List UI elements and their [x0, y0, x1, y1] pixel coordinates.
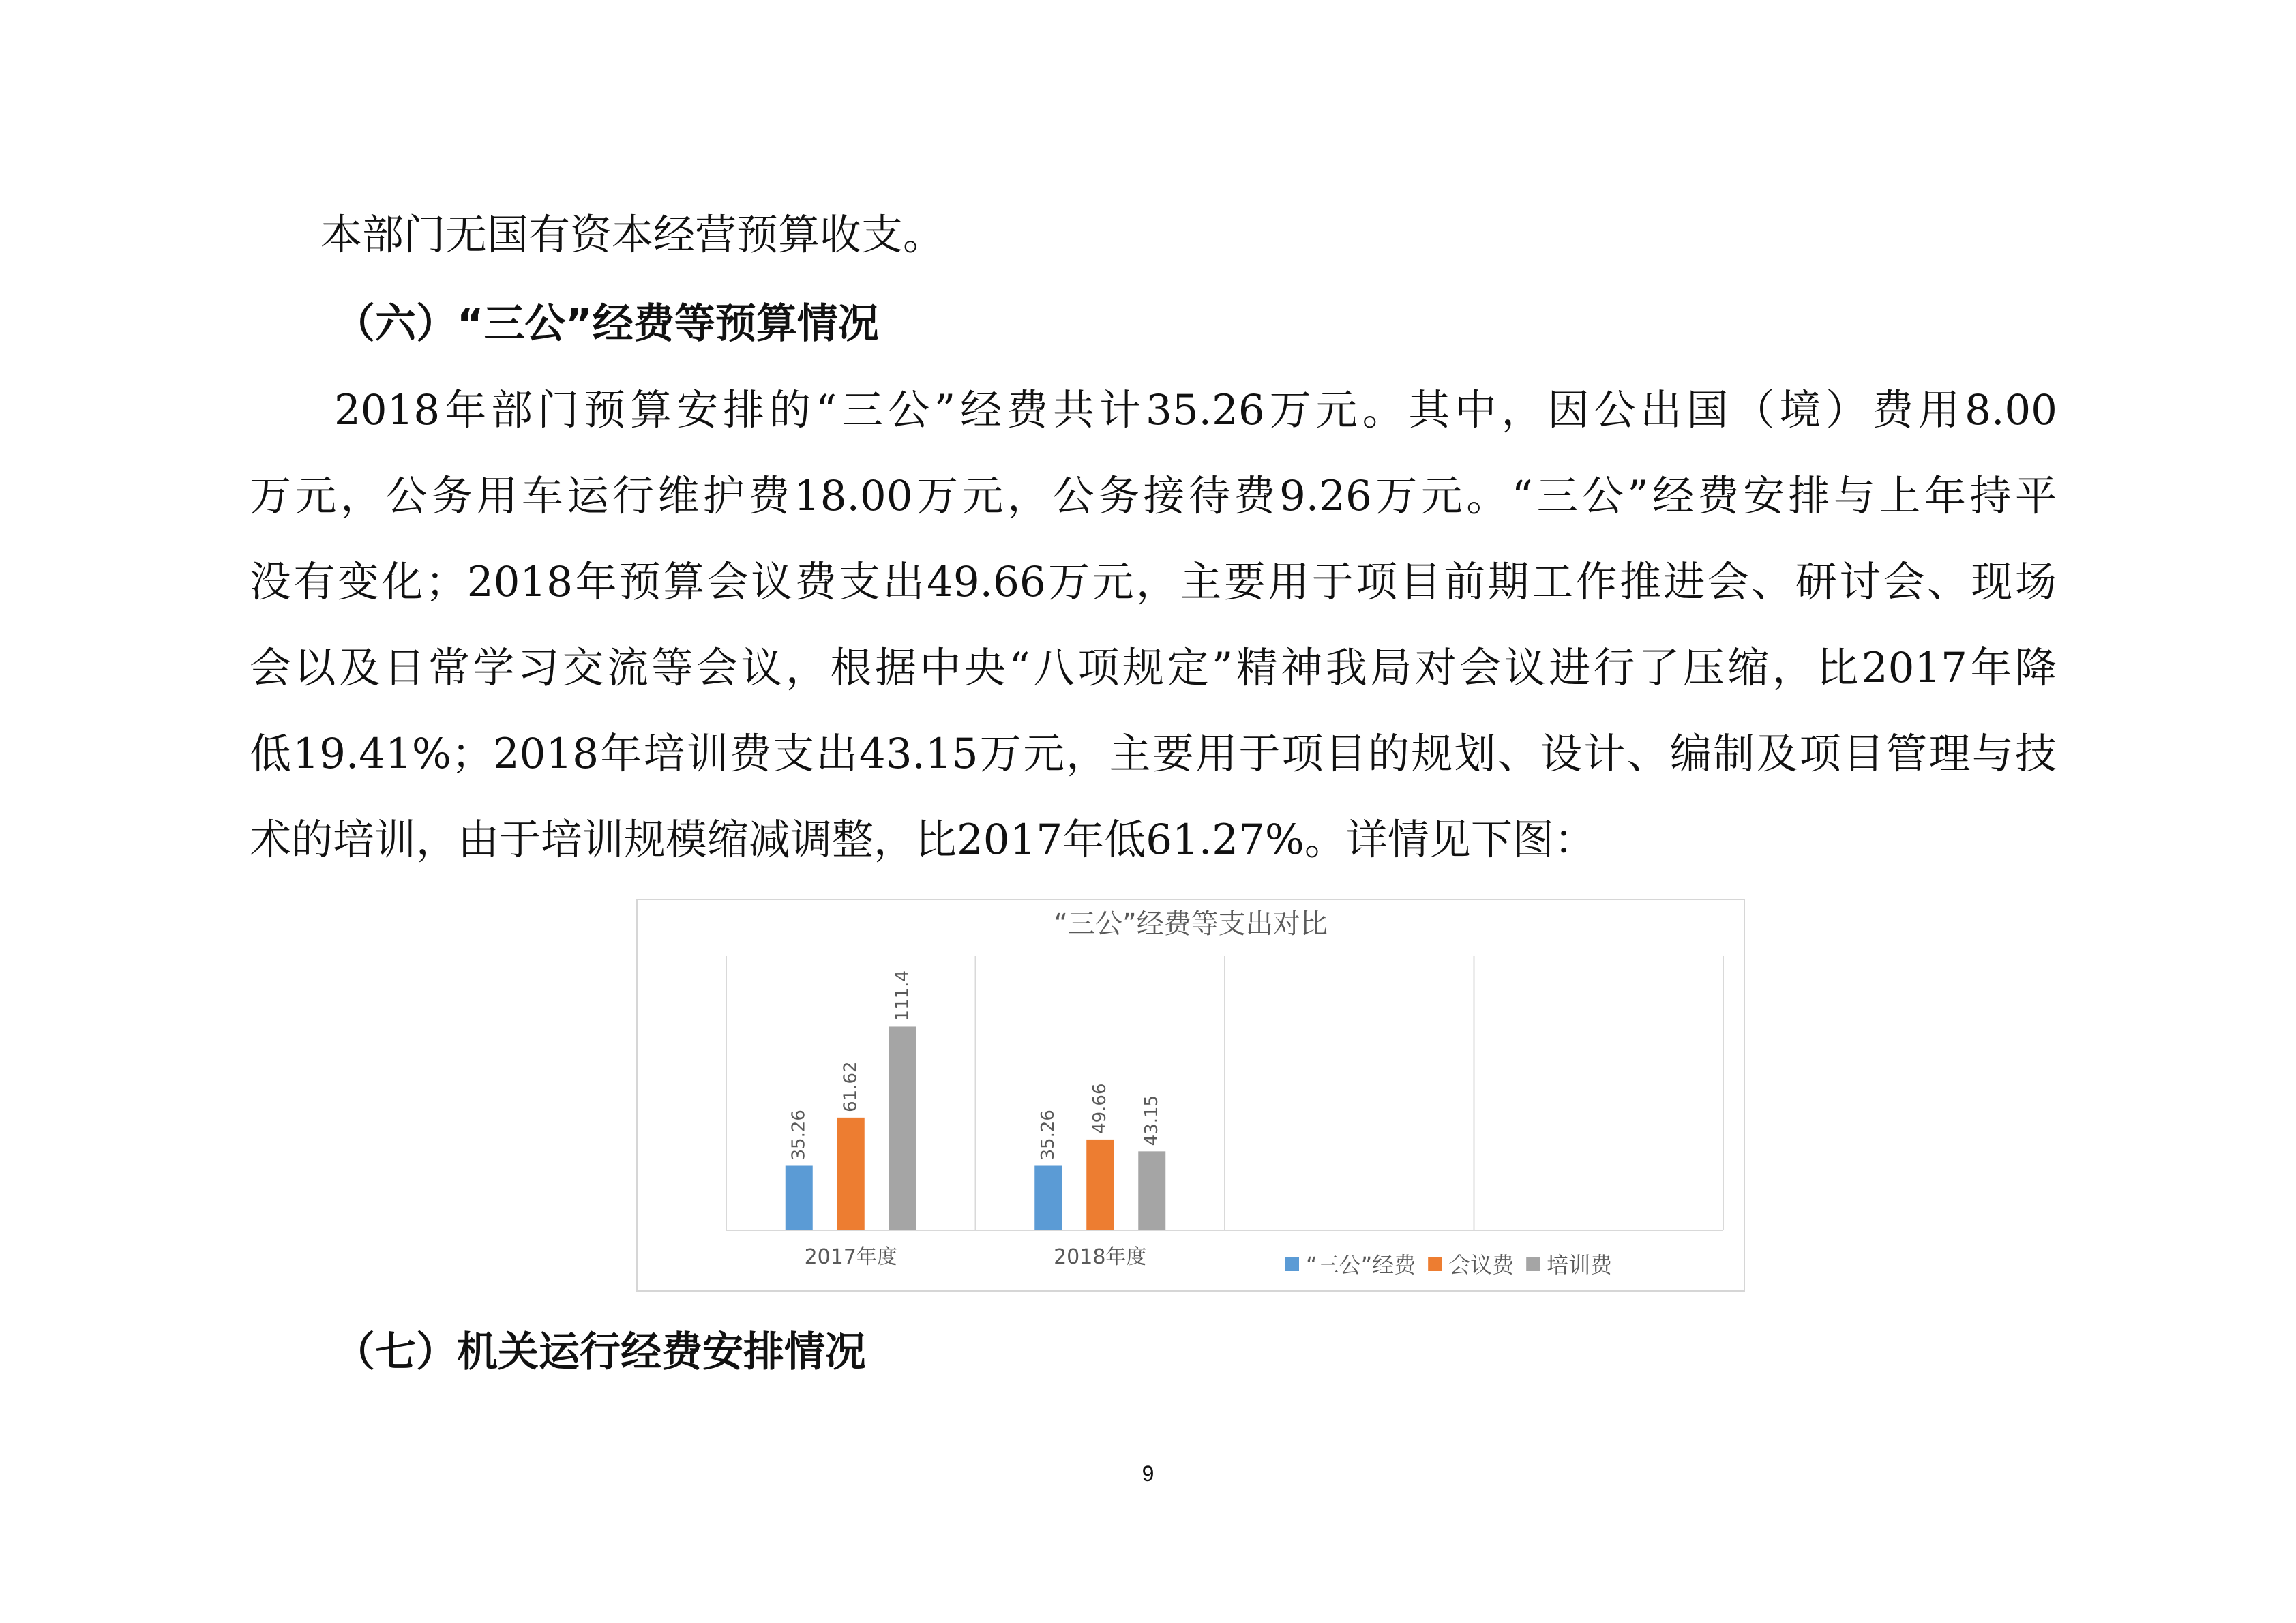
section-heading-six: （六）“三公”经费等预算情况 [334, 300, 879, 348]
data-label: 49.66 [1090, 1083, 1111, 1134]
data-label: 43.15 [1142, 1095, 1163, 1146]
bar-2-2 [1086, 1140, 1114, 1230]
data-label: 61.62 [840, 1061, 861, 1112]
bar-1-1 [786, 1166, 813, 1230]
chart-gridlines [726, 956, 1723, 1230]
chart-title: “三公”经费等支出对比 [1054, 908, 1328, 940]
x-tick-label: 2018年度 [1054, 1245, 1147, 1269]
section-heading-seven: （七）机关运行经费安排情况 [334, 1328, 866, 1376]
legend-swatch [1428, 1257, 1442, 1271]
legend-swatch [1526, 1257, 1540, 1271]
chart-legend [1285, 1252, 1613, 1278]
legend-swatch [1285, 1257, 1299, 1271]
paragraph-line-1: 2018年部门预算安排的“三公”经费共计35.26万元。其中，因公出国（境）费用8.00 [334, 386, 2057, 434]
legend-label: “三公”经费 [1306, 1252, 1416, 1278]
chart-canvas [638, 900, 1744, 1290]
data-label: 35.26 [1038, 1110, 1059, 1161]
data-label: 35.26 [788, 1110, 809, 1161]
bar-3-2 [1138, 1151, 1165, 1230]
legend-label: 培训费 [1547, 1252, 1613, 1278]
data-label: 111.4 [892, 970, 913, 1022]
paragraph-line-4: 会以及日常学习交流等会议，根据中央“八项规定”精神我局对会议进行了压缩，比2017年降 [250, 644, 2057, 692]
paragraph-line-6: 术的培训，由于培训规模缩减调整，比2017年低61.27%。详情见下图： [250, 816, 1596, 864]
paragraph-line-5: 低19.41%；2018年培训费支出43.15万元，主要用于项目的规划、设计、编制及项目管理与技 [250, 730, 2057, 778]
expense-comparison-chart [636, 899, 1745, 1292]
paragraph-line-3: 没有变化；2018年预算会议费支出49.66万元，主要用于项目前期工作推进会、研讨会、现场 [250, 558, 2057, 606]
paragraph-line-2: 万元，公务用车运行维护费18.00万元，公务接待费9.26万元。“三公”经费安排与上年持平 [250, 472, 2057, 520]
bar-2-1 [837, 1118, 865, 1230]
page-number: 9 [1142, 1461, 1154, 1486]
paragraph-no-state-capital: 本部门无国有资本经营预算收支。 [320, 211, 945, 259]
x-tick-label: 2017年度 [804, 1245, 897, 1269]
chart-x-labels [805, 1245, 1147, 1269]
bar-1-2 [1034, 1166, 1062, 1230]
legend-label: 会议费 [1448, 1252, 1515, 1278]
bar-3-1 [889, 1026, 916, 1230]
